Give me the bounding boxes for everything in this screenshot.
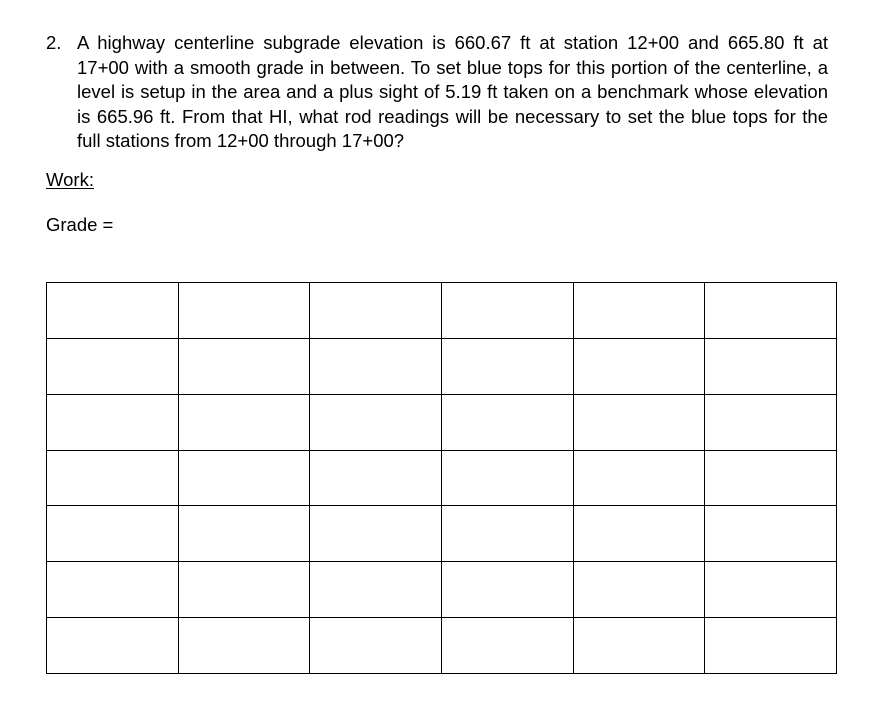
grid-cell <box>705 394 837 450</box>
grid-cell <box>573 283 705 339</box>
grid-row <box>47 338 837 394</box>
grid-cell <box>705 618 837 674</box>
grid-cell <box>47 283 179 339</box>
grid-cell <box>705 450 837 506</box>
work-label: Work: <box>46 169 94 190</box>
grid-cell <box>705 283 837 339</box>
grid-row <box>47 618 837 674</box>
grid-cell <box>178 506 310 562</box>
grid-cell <box>310 450 442 506</box>
grid-cell <box>573 450 705 506</box>
grid-cell <box>441 394 573 450</box>
answer-grid <box>46 282 837 674</box>
grid-cell <box>47 562 179 618</box>
grid-cell <box>705 338 837 394</box>
question-block <box>46 31 828 154</box>
grid-cell <box>310 562 442 618</box>
grid-cell <box>573 618 705 674</box>
grid-cell <box>178 562 310 618</box>
grid-cell <box>47 394 179 450</box>
grid-cell <box>310 394 442 450</box>
grid-cell <box>310 338 442 394</box>
grid-cell <box>47 338 179 394</box>
grid-cell <box>573 394 705 450</box>
grid-cell <box>178 283 310 339</box>
grid-cell <box>47 506 179 562</box>
grid-cell <box>310 283 442 339</box>
grid-cell <box>47 450 179 506</box>
grid-cell <box>178 618 310 674</box>
grid-cell <box>47 618 179 674</box>
grid-cell <box>178 394 310 450</box>
grid-row <box>47 394 837 450</box>
grid-cell <box>441 283 573 339</box>
grid-row <box>47 283 837 339</box>
question-text: A highway centerline subgrade elevation is 660.67 ft at station 12+00 and 665.80 ft at 17+00 with a smooth grade in between. To set blue tops for this portion of the centerline, a level is setup in the area and a plus sight of 5.19 ft taken on a benchmark whose elevation is 665.96 ft. From that HI, what rod readings will be necessary to set the blue tops for the full stations from 12+00 through 17+00? <box>77 32 828 151</box>
grid-cell <box>441 562 573 618</box>
grid-cell <box>310 618 442 674</box>
grid-cell <box>705 506 837 562</box>
grid-row <box>47 562 837 618</box>
grid-cell <box>573 338 705 394</box>
grid-cell <box>705 562 837 618</box>
grid-cell <box>178 338 310 394</box>
grid-row <box>47 506 837 562</box>
grid-cell <box>441 618 573 674</box>
grid-cell <box>441 450 573 506</box>
grid-cell <box>178 450 310 506</box>
grid-cell <box>441 506 573 562</box>
grid-cell <box>573 506 705 562</box>
grid-row <box>47 450 837 506</box>
grid-cell <box>573 562 705 618</box>
grid-cell <box>441 338 573 394</box>
grade-label: Grade = <box>46 214 114 235</box>
grid-cell <box>310 506 442 562</box>
answer-grid-body <box>47 283 837 674</box>
question-number: 2. <box>46 32 62 53</box>
